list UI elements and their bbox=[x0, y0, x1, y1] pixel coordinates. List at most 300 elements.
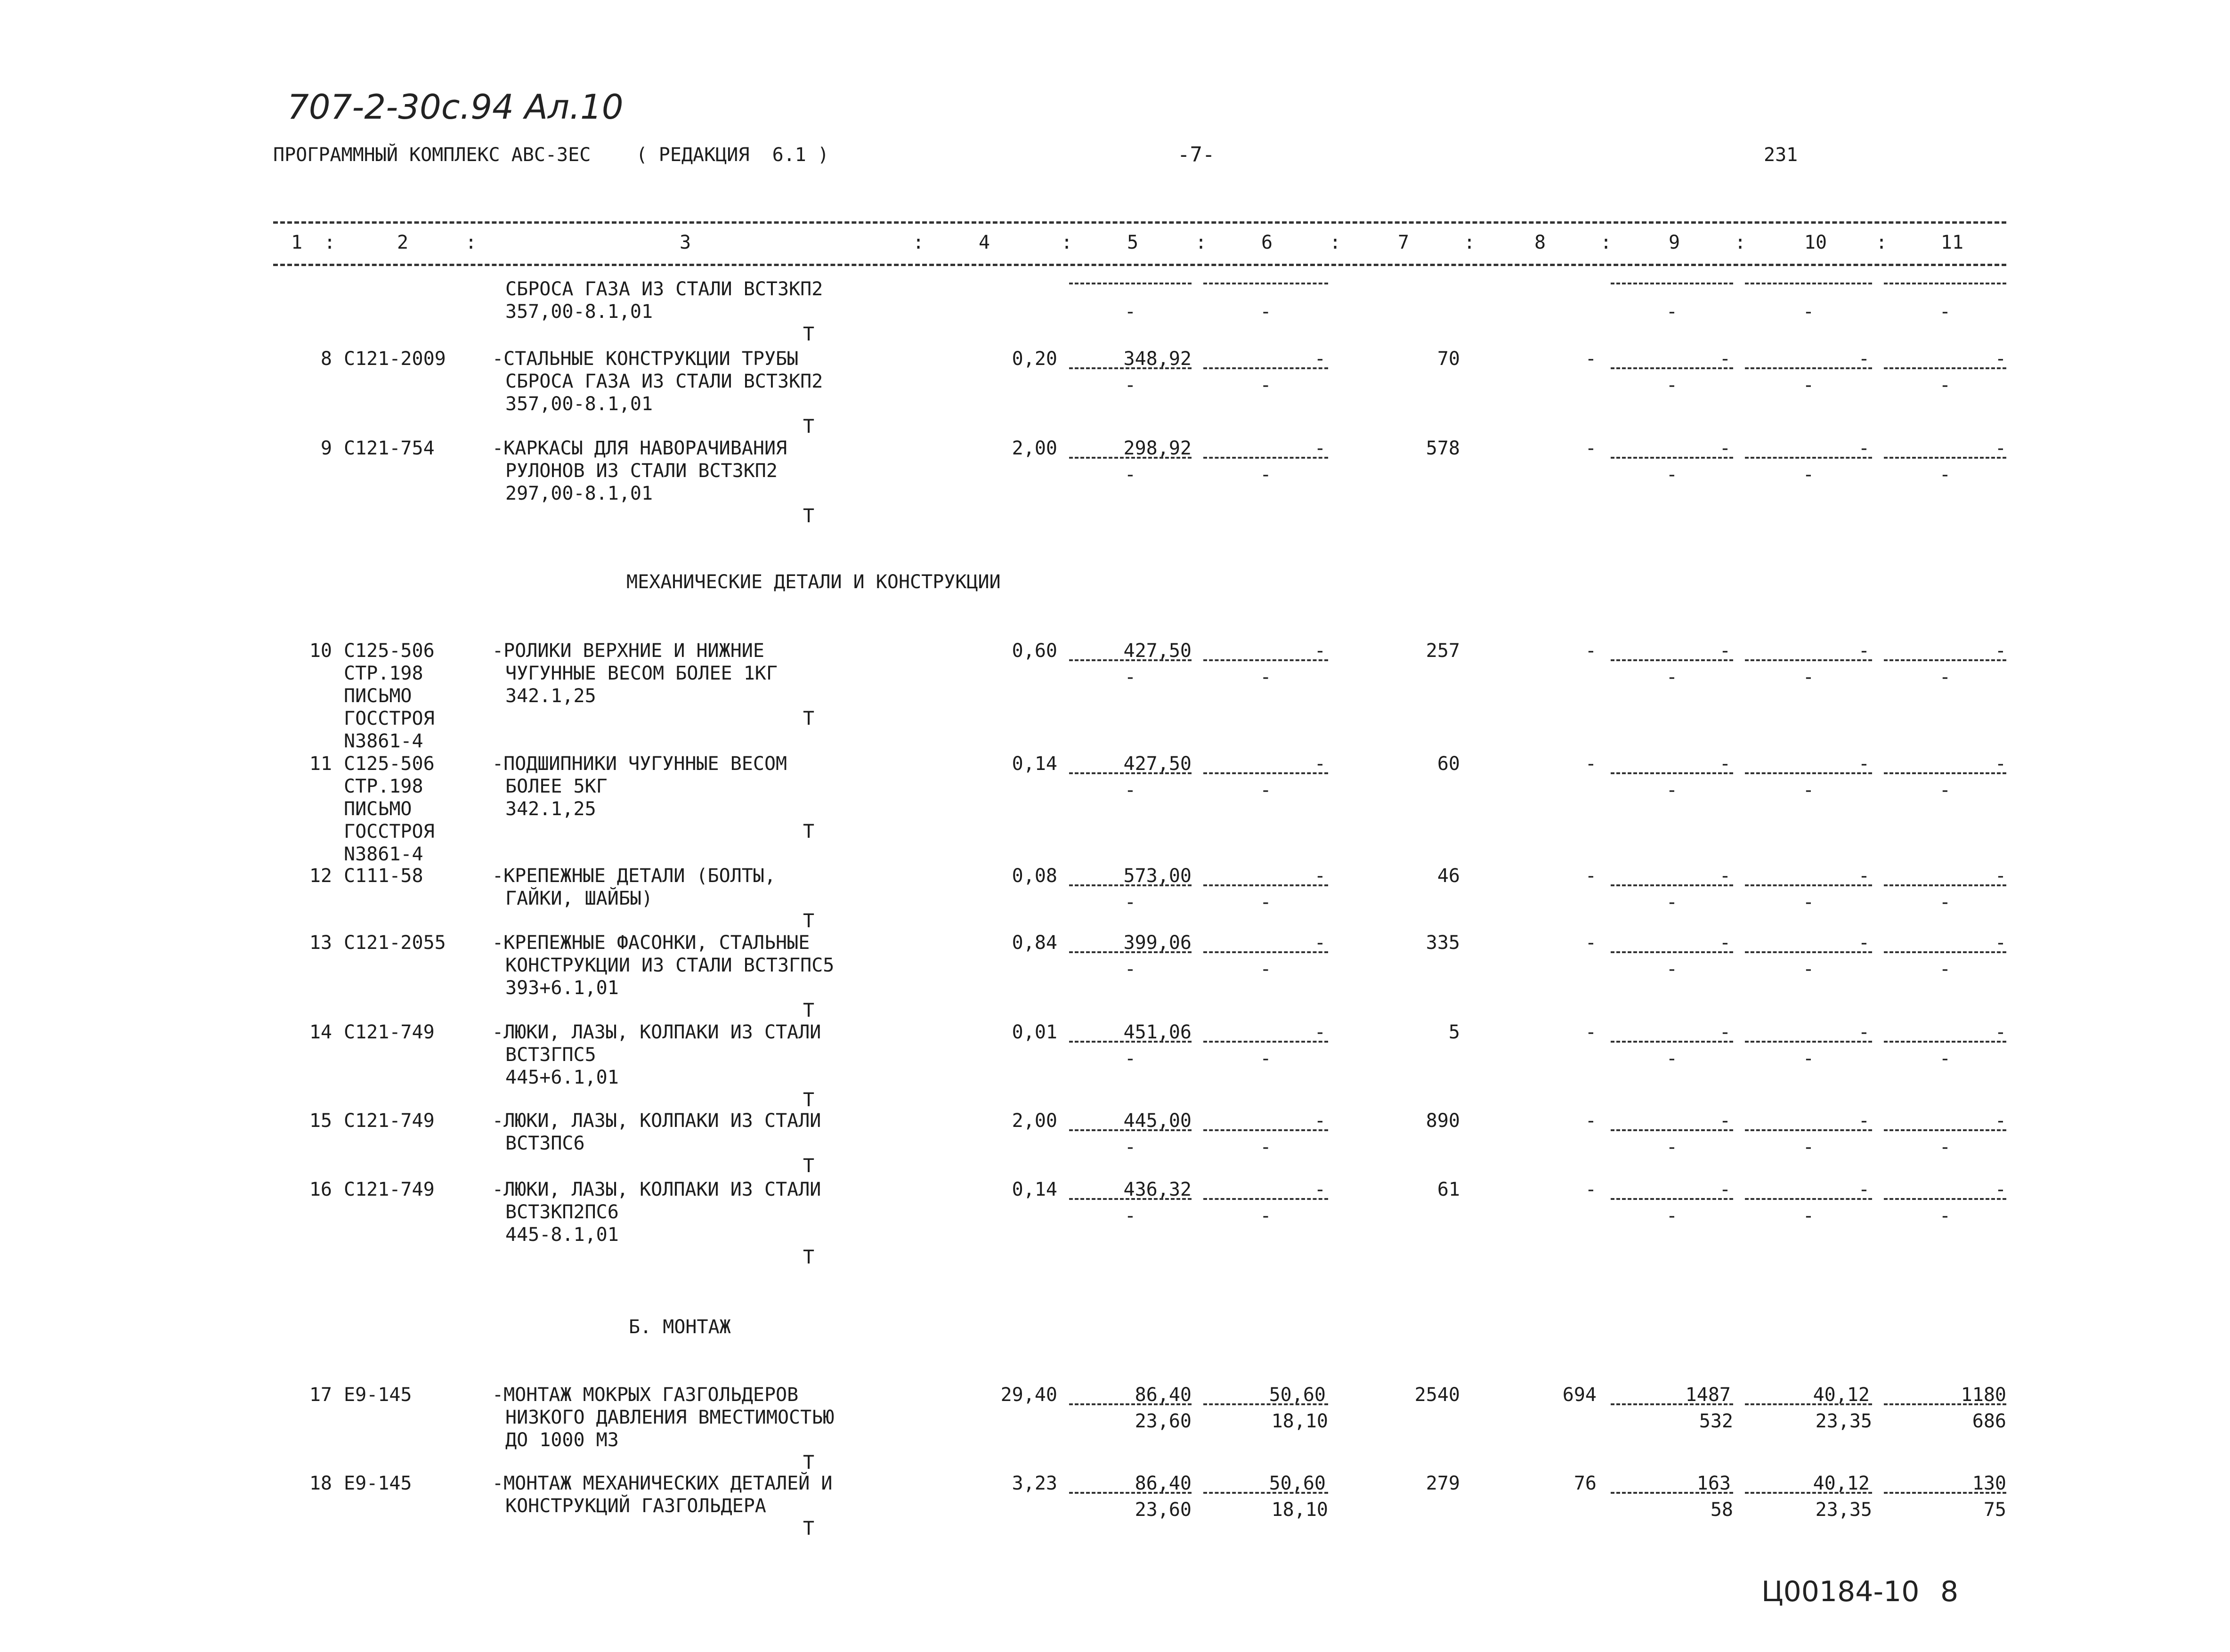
value-c8: - bbox=[1585, 932, 1597, 954]
value-c4: 0,20 bbox=[1012, 348, 1057, 370]
value-c7: 335 bbox=[1426, 932, 1460, 954]
stamp-code: Ц00184-10 bbox=[1761, 1575, 1920, 1608]
value-c11b: - bbox=[1939, 958, 1951, 980]
value-c11: - bbox=[1995, 640, 2006, 662]
value-c6: - bbox=[1314, 1021, 1326, 1043]
item-description: СБРОСА ГАЗА ИЗ СТАЛИ ВСТЗКП2 bbox=[505, 278, 823, 300]
column-separator: : bbox=[1600, 232, 1612, 253]
resource-code: С121-2009 bbox=[344, 348, 446, 370]
fraction-line bbox=[1884, 1492, 2006, 1494]
value-c5: 399,06 bbox=[1123, 932, 1192, 954]
value-c5b: 23,60 bbox=[1135, 1410, 1192, 1432]
value-c5b: - bbox=[1124, 374, 1136, 396]
value-c6b: - bbox=[1260, 891, 1272, 913]
column-separator: : bbox=[1875, 232, 1888, 253]
page-number: 231 bbox=[1764, 144, 1798, 166]
value-c8: - bbox=[1585, 640, 1597, 662]
item-description: 342.1,25 bbox=[505, 685, 596, 707]
fraction-line bbox=[1069, 283, 1192, 284]
fraction-line bbox=[1745, 1041, 1872, 1043]
fraction-line bbox=[1745, 1403, 1872, 1405]
value-c5b: - bbox=[1124, 666, 1136, 688]
resource-code: Е9-145 bbox=[344, 1384, 412, 1406]
value-c5: 86,40 bbox=[1135, 1384, 1192, 1406]
value-c10: - bbox=[1858, 348, 1870, 370]
value-c5: 451,06 bbox=[1123, 1021, 1192, 1043]
item-description: 357,00-8.1,01 bbox=[505, 393, 653, 415]
value-c7: 61 bbox=[1437, 1179, 1460, 1200]
fraction-line bbox=[1745, 367, 1872, 369]
column-number: 8 bbox=[1534, 232, 1546, 253]
fraction-line bbox=[1203, 457, 1328, 459]
item-description: -КРЕПЕЖНЫЕ ФАСОНКИ, СТАЛЬНЫЕ bbox=[492, 932, 810, 954]
value-c6: - bbox=[1314, 1110, 1326, 1132]
value-c10b: - bbox=[1802, 1205, 1814, 1227]
item-description: 393+6.1,01 bbox=[505, 977, 619, 999]
value-c5: 436,32 bbox=[1123, 1179, 1192, 1200]
fraction-line bbox=[1611, 951, 1733, 953]
value-c6b: - bbox=[1260, 1048, 1272, 1069]
value-c10: - bbox=[1858, 753, 1870, 775]
column-number: 3 bbox=[679, 232, 691, 253]
value-c6: - bbox=[1314, 1179, 1326, 1200]
fraction-line bbox=[1069, 367, 1192, 369]
fraction-line bbox=[1203, 884, 1328, 886]
unit-label: Т bbox=[803, 910, 815, 932]
column-separator: : bbox=[465, 232, 477, 253]
value-c9b: - bbox=[1666, 301, 1678, 323]
value-c6b: 18,10 bbox=[1271, 1499, 1328, 1521]
value-c7: 46 bbox=[1437, 865, 1460, 887]
value-c11b: - bbox=[1939, 374, 1951, 396]
column-separator: : bbox=[1734, 232, 1746, 253]
value-c6: - bbox=[1314, 437, 1326, 459]
unit-label: Т bbox=[803, 1518, 815, 1539]
value-c5b: - bbox=[1124, 779, 1136, 801]
row-number: 18 bbox=[309, 1473, 332, 1494]
value-c11: - bbox=[1995, 437, 2006, 459]
value-c9b: 58 bbox=[1710, 1499, 1733, 1521]
value-c6: - bbox=[1314, 932, 1326, 954]
value-c9b: - bbox=[1666, 1048, 1678, 1069]
value-c11b: - bbox=[1939, 666, 1951, 688]
resource-code: С111-58 bbox=[344, 865, 423, 887]
fraction-line bbox=[1069, 1198, 1192, 1200]
item-description: ВСТЗГПС5 bbox=[505, 1044, 596, 1066]
row-number: 14 bbox=[309, 1021, 332, 1043]
stamp-number: 8 bbox=[1940, 1575, 1959, 1608]
value-c4: 0,60 bbox=[1012, 640, 1057, 662]
fraction-line bbox=[1611, 659, 1733, 661]
item-description: ЧУГУННЫЕ ВЕСОМ БОЛЕЕ 1КГ bbox=[505, 663, 778, 684]
fraction-line bbox=[1203, 1403, 1328, 1405]
value-c6b: - bbox=[1260, 958, 1272, 980]
fraction-line bbox=[1745, 1129, 1872, 1131]
fraction-line bbox=[1069, 772, 1192, 774]
value-c6b: - bbox=[1260, 1205, 1272, 1227]
fraction-line bbox=[1884, 659, 2006, 661]
value-c11b: - bbox=[1939, 1205, 1951, 1227]
item-description: 342.1,25 bbox=[505, 798, 596, 820]
value-c8: - bbox=[1585, 1179, 1597, 1200]
fraction-line bbox=[1203, 1129, 1328, 1131]
fraction-line bbox=[1611, 884, 1733, 886]
resource-code: С121-749 bbox=[344, 1021, 435, 1043]
column-number: 7 bbox=[1397, 232, 1410, 253]
resource-code-note: N3861-4 bbox=[344, 843, 423, 865]
value-c5b: - bbox=[1124, 301, 1136, 323]
value-c7: 578 bbox=[1426, 437, 1460, 459]
value-c6b: 18,10 bbox=[1271, 1410, 1328, 1432]
value-c8: - bbox=[1585, 1021, 1597, 1043]
value-c11: 130 bbox=[1972, 1473, 2006, 1494]
value-c11: - bbox=[1995, 865, 2006, 887]
fraction-line bbox=[1611, 367, 1733, 369]
fraction-line bbox=[1745, 1492, 1872, 1494]
value-c10b: - bbox=[1802, 374, 1814, 396]
column-number: 10 bbox=[1804, 232, 1827, 253]
value-c4: 3,23 bbox=[1012, 1473, 1057, 1494]
document-code-handwritten: 707-2-30с.94 Ал.10 bbox=[287, 87, 624, 127]
value-c6b: - bbox=[1260, 666, 1272, 688]
resource-code: С121-749 bbox=[344, 1179, 435, 1200]
value-c9b: - bbox=[1666, 891, 1678, 913]
value-c10b: 23,35 bbox=[1815, 1499, 1872, 1521]
item-description: ГАЙКИ, ШАЙБЫ) bbox=[505, 888, 653, 909]
value-c5: 445,00 bbox=[1123, 1110, 1192, 1132]
value-c4: 0,01 bbox=[1012, 1021, 1057, 1043]
item-description: БОЛЕЕ 5КГ bbox=[505, 776, 608, 797]
value-c10: - bbox=[1858, 437, 1870, 459]
value-c7: 70 bbox=[1437, 348, 1460, 370]
fraction-line bbox=[1745, 772, 1872, 774]
item-description: КОНСТРУКЦИЙ ГАЗГОЛЬДЕРА bbox=[505, 1495, 766, 1517]
fraction-line bbox=[1203, 659, 1328, 661]
value-c10: - bbox=[1858, 640, 1870, 662]
item-description: -ПОДШИПНИКИ ЧУГУННЫЕ ВЕСОМ bbox=[492, 753, 787, 775]
value-c9: - bbox=[1719, 1021, 1731, 1043]
fraction-line bbox=[1069, 1492, 1192, 1494]
resource-code-note: ГОССТРОЯ bbox=[344, 821, 435, 842]
resource-code: С121-749 bbox=[344, 1110, 435, 1132]
column-number: 11 bbox=[1940, 232, 1964, 253]
value-c10: - bbox=[1858, 1021, 1870, 1043]
value-c11: - bbox=[1995, 753, 2006, 775]
item-description: ВСТЗПС6 bbox=[505, 1133, 585, 1154]
value-c10b: - bbox=[1802, 1136, 1814, 1158]
header-rule-bottom bbox=[273, 264, 2006, 266]
value-c9: - bbox=[1719, 640, 1731, 662]
value-c8: 694 bbox=[1562, 1384, 1597, 1406]
value-c11b: 686 bbox=[1972, 1410, 2006, 1432]
fraction-line bbox=[1069, 659, 1192, 661]
value-c5b: - bbox=[1124, 1048, 1136, 1069]
value-c10: 40,12 bbox=[1813, 1384, 1870, 1406]
value-c7: 60 bbox=[1437, 753, 1460, 775]
fraction-line bbox=[1203, 367, 1328, 369]
value-c10: - bbox=[1858, 865, 1870, 887]
value-c5: 427,50 bbox=[1123, 753, 1192, 775]
fraction-line bbox=[1203, 772, 1328, 774]
value-c8: - bbox=[1585, 437, 1597, 459]
fraction-line bbox=[1884, 1198, 2006, 1200]
value-c6: - bbox=[1314, 640, 1326, 662]
unit-label: Т bbox=[803, 1155, 815, 1177]
column-number: 2 bbox=[397, 232, 409, 253]
value-c5b: 23,60 bbox=[1135, 1499, 1192, 1521]
value-c4: 0,84 bbox=[1012, 932, 1057, 954]
value-c4: 2,00 bbox=[1012, 437, 1057, 459]
value-c5: 427,50 bbox=[1123, 640, 1192, 662]
value-c10b: - bbox=[1802, 464, 1814, 486]
value-c9: - bbox=[1719, 437, 1731, 459]
fraction-line bbox=[1203, 1041, 1328, 1043]
fraction-line bbox=[1884, 457, 2006, 459]
value-c5: 86,40 bbox=[1135, 1473, 1192, 1494]
row-number: 12 bbox=[309, 865, 332, 887]
value-c8: - bbox=[1585, 753, 1597, 775]
fraction-line bbox=[1611, 283, 1733, 284]
value-c10b: 23,35 bbox=[1815, 1410, 1872, 1432]
item-description: ДО 1000 М3 bbox=[505, 1429, 619, 1451]
resource-code: С125-506 bbox=[344, 640, 435, 662]
value-c6: - bbox=[1314, 348, 1326, 370]
value-c9b: - bbox=[1666, 779, 1678, 801]
resource-code-note: ГОССТРОЯ bbox=[344, 708, 435, 729]
fraction-line bbox=[1745, 1198, 1872, 1200]
value-c11: - bbox=[1995, 1110, 2006, 1132]
column-number: 4 bbox=[978, 232, 990, 253]
value-c9b: - bbox=[1666, 666, 1678, 688]
item-description: СБРОСА ГАЗА ИЗ СТАЛИ ВСТЗКП2 bbox=[505, 371, 823, 392]
section-mechanical-parts: МЕХАНИЧЕСКИЕ ДЕТАЛИ И КОНСТРУКЦИИ bbox=[626, 571, 1001, 593]
fraction-line bbox=[1745, 951, 1872, 953]
fraction-line bbox=[1611, 1403, 1733, 1405]
column-separator: : bbox=[1195, 232, 1207, 253]
value-c7: 2540 bbox=[1414, 1384, 1460, 1406]
fraction-line bbox=[1745, 283, 1872, 284]
fraction-line bbox=[1884, 283, 2006, 284]
fraction-line bbox=[1069, 457, 1192, 459]
unit-label: Т bbox=[803, 505, 815, 527]
item-description: РУЛОНОВ ИЗ СТАЛИ ВСТЗКП2 bbox=[505, 460, 778, 482]
value-c7: 5 bbox=[1448, 1021, 1460, 1043]
value-c6: 50,60 bbox=[1269, 1473, 1326, 1494]
unit-label: Т bbox=[803, 821, 815, 842]
value-c9: - bbox=[1719, 348, 1731, 370]
item-description: -КАРКАСЫ ДЛЯ НАВОРАЧИВАНИЯ bbox=[492, 437, 787, 459]
row-number: 17 bbox=[309, 1384, 332, 1406]
value-c9: - bbox=[1719, 1110, 1731, 1132]
resource-code: С121-754 bbox=[344, 437, 435, 459]
fraction-line bbox=[1203, 1492, 1328, 1494]
value-c9b: - bbox=[1666, 958, 1678, 980]
fraction-line bbox=[1611, 457, 1733, 459]
value-c6b: - bbox=[1260, 1136, 1272, 1158]
value-c9: 1487 bbox=[1685, 1384, 1731, 1406]
value-c5b: - bbox=[1124, 891, 1136, 913]
value-c11: - bbox=[1995, 932, 2006, 954]
fraction-line bbox=[1069, 951, 1192, 953]
resource-code-note: ПИСЬМО bbox=[344, 685, 412, 707]
column-separator: : bbox=[1061, 232, 1073, 253]
value-c10b: - bbox=[1802, 666, 1814, 688]
value-c6: 50,60 bbox=[1269, 1384, 1326, 1406]
row-number: 11 bbox=[309, 753, 332, 775]
unit-label: Т bbox=[803, 416, 815, 437]
header-rule-top bbox=[273, 221, 2006, 224]
column-separator: : bbox=[1463, 232, 1476, 253]
value-c6b: - bbox=[1260, 301, 1272, 323]
value-c5: 573,00 bbox=[1123, 865, 1192, 887]
value-c5b: - bbox=[1124, 958, 1136, 980]
value-c11b: - bbox=[1939, 1048, 1951, 1069]
value-c11: - bbox=[1995, 348, 2006, 370]
fraction-line bbox=[1745, 457, 1872, 459]
item-description: -КРЕПЕЖНЫЕ ДЕТАЛИ (БОЛТЫ, bbox=[492, 865, 776, 887]
value-c8: - bbox=[1585, 865, 1597, 887]
item-description: -МОНТАЖ МЕХАНИЧЕСКИХ ДЕТАЛЕЙ И bbox=[492, 1473, 833, 1494]
section-mounting: Б. МОНТАЖ bbox=[629, 1316, 731, 1338]
fraction-line bbox=[1745, 659, 1872, 661]
row-number: 9 bbox=[320, 437, 332, 459]
value-c10: - bbox=[1858, 1179, 1870, 1200]
fraction-line bbox=[1203, 283, 1328, 284]
column-number: 1 bbox=[291, 232, 303, 253]
resource-code-note: СТР.198 bbox=[344, 663, 423, 684]
value-c11: - bbox=[1995, 1179, 2006, 1200]
fraction-line bbox=[1884, 1129, 2006, 1131]
resource-code: С121-2055 bbox=[344, 932, 446, 954]
resource-code-note: N3861-4 bbox=[344, 730, 423, 752]
fraction-line bbox=[1611, 1041, 1733, 1043]
value-c10: - bbox=[1858, 1110, 1870, 1132]
fraction-line bbox=[1611, 1492, 1733, 1494]
fraction-line bbox=[1884, 1403, 2006, 1405]
value-c8: - bbox=[1585, 348, 1597, 370]
column-number: 5 bbox=[1127, 232, 1139, 253]
fraction-line bbox=[1069, 1129, 1192, 1131]
value-c7: 257 bbox=[1426, 640, 1460, 662]
item-description: КОНСТРУКЦИИ ИЗ СТАЛИ ВСТЗГПС5 bbox=[505, 955, 835, 976]
value-c5: 348,92 bbox=[1123, 348, 1192, 370]
unit-label: Т bbox=[803, 1089, 815, 1111]
value-c5b: - bbox=[1124, 1136, 1136, 1158]
item-description: -ЛЮКИ, ЛАЗЫ, КОЛПАКИ ИЗ СТАЛИ bbox=[492, 1179, 821, 1200]
fraction-line bbox=[1611, 772, 1733, 774]
row-number: 15 bbox=[309, 1110, 332, 1132]
value-c10b: - bbox=[1802, 958, 1814, 980]
item-description: -СТАЛЬНЫЕ КОНСТРУКЦИИ ТРУБЫ bbox=[492, 348, 799, 370]
item-description: -ЛЮКИ, ЛАЗЫ, КОЛПАКИ ИЗ СТАЛИ bbox=[492, 1110, 821, 1132]
value-c9b: - bbox=[1666, 374, 1678, 396]
item-description: -МОНТАЖ МОКРЫХ ГАЗГОЛЬДЕРОВ bbox=[492, 1384, 799, 1406]
value-c11: - bbox=[1995, 1021, 2006, 1043]
item-description: 297,00-8.1,01 bbox=[505, 483, 653, 504]
value-c4: 0,08 bbox=[1012, 865, 1057, 887]
item-description: 357,00-8.1,01 bbox=[505, 301, 653, 323]
value-c11b: - bbox=[1939, 779, 1951, 801]
unit-label: Т bbox=[803, 1452, 815, 1474]
value-c9b: - bbox=[1666, 1136, 1678, 1158]
item-description: 445+6.1,01 bbox=[505, 1067, 619, 1088]
fraction-line bbox=[1884, 367, 2006, 369]
value-c11b: - bbox=[1939, 1136, 1951, 1158]
value-c10: - bbox=[1858, 932, 1870, 954]
resource-code-note: СТР.198 bbox=[344, 776, 423, 797]
value-c6: - bbox=[1314, 865, 1326, 887]
program-header: ПРОГРАММНЫЙ КОМПЛЕКС АВС-ЗЕС ( РЕДАКЦИЯ 6.1 ) bbox=[273, 144, 829, 166]
fraction-line bbox=[1069, 1403, 1192, 1405]
row-number: 13 bbox=[309, 932, 332, 954]
column-number: 9 bbox=[1668, 232, 1680, 253]
value-c11: 1180 bbox=[1961, 1384, 2006, 1406]
value-c9: - bbox=[1719, 753, 1731, 775]
value-c9: - bbox=[1719, 932, 1731, 954]
fraction-line bbox=[1203, 1198, 1328, 1200]
fraction-line bbox=[1884, 772, 2006, 774]
fraction-line bbox=[1745, 884, 1872, 886]
fraction-line bbox=[1884, 884, 2006, 886]
value-c6b: - bbox=[1260, 779, 1272, 801]
value-c5b: - bbox=[1124, 1205, 1136, 1227]
value-c7: 279 bbox=[1426, 1473, 1460, 1494]
value-c4: 0,14 bbox=[1012, 1179, 1057, 1200]
value-c8: 76 bbox=[1573, 1473, 1597, 1494]
value-c5: 298,92 bbox=[1123, 437, 1192, 459]
value-c9: - bbox=[1719, 865, 1731, 887]
item-description: -РОЛИКИ ВЕРХНИЕ И НИЖНИЕ bbox=[492, 640, 764, 662]
item-description: ВСТЗКП2ПС6 bbox=[505, 1201, 619, 1223]
row-number: 10 bbox=[309, 640, 332, 662]
value-c11b: - bbox=[1939, 301, 1951, 323]
item-description: 445-8.1,01 bbox=[505, 1224, 619, 1246]
value-c9b: - bbox=[1666, 1205, 1678, 1227]
value-c11b: 75 bbox=[1983, 1499, 2006, 1521]
value-c4: 29,40 bbox=[1000, 1384, 1057, 1406]
value-c9: - bbox=[1719, 1179, 1731, 1200]
value-c6: - bbox=[1314, 753, 1326, 775]
item-description: -ЛЮКИ, ЛАЗЫ, КОЛПАКИ ИЗ СТАЛИ bbox=[492, 1021, 821, 1043]
value-c11b: - bbox=[1939, 891, 1951, 913]
fraction-line bbox=[1611, 1129, 1733, 1131]
value-c4: 0,14 bbox=[1012, 753, 1057, 775]
resource-code-note: ПИСЬМО bbox=[344, 798, 412, 820]
value-c10b: - bbox=[1802, 1048, 1814, 1069]
row-number: 8 bbox=[320, 348, 332, 370]
value-c10b: - bbox=[1802, 779, 1814, 801]
value-c10: 40,12 bbox=[1813, 1473, 1870, 1494]
column-separator: : bbox=[1329, 232, 1341, 253]
fraction-line bbox=[1611, 1198, 1733, 1200]
resource-code: С125-506 bbox=[344, 753, 435, 775]
resource-code: Е9-145 bbox=[344, 1473, 412, 1494]
column-separator: : bbox=[912, 232, 924, 253]
page-marker: -7- bbox=[1177, 143, 1215, 167]
column-separator: : bbox=[324, 232, 336, 253]
fraction-line bbox=[1069, 1041, 1192, 1043]
value-c9b: 532 bbox=[1699, 1410, 1733, 1432]
column-number: 6 bbox=[1261, 232, 1273, 253]
value-c5b: - bbox=[1124, 464, 1136, 486]
value-c7: 890 bbox=[1426, 1110, 1460, 1132]
row-number: 16 bbox=[309, 1179, 332, 1200]
fraction-line bbox=[1884, 1041, 2006, 1043]
value-c6b: - bbox=[1260, 464, 1272, 486]
unit-label: Т bbox=[803, 1247, 815, 1268]
value-c6b: - bbox=[1260, 374, 1272, 396]
value-c9: 163 bbox=[1696, 1473, 1731, 1494]
